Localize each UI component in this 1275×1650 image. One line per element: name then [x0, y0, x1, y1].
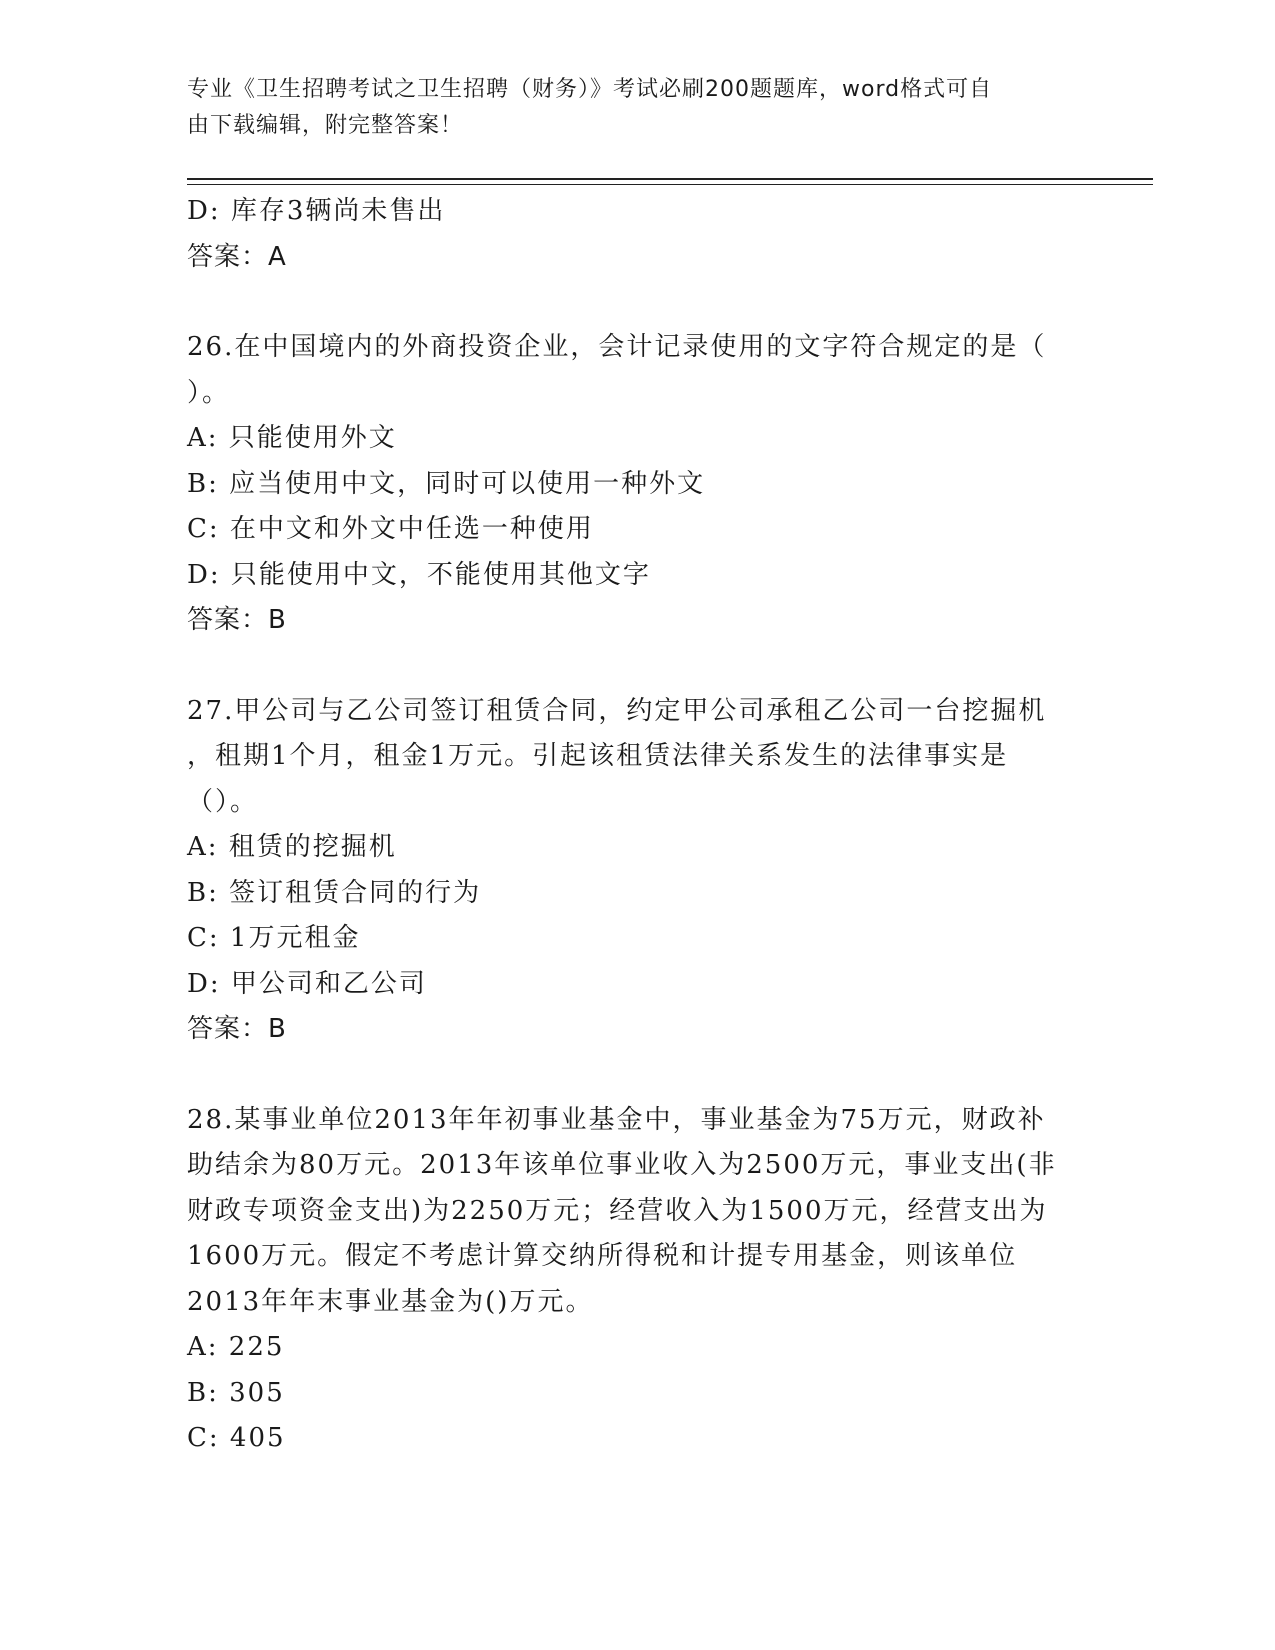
option-c: C: 405 [187, 1423, 286, 1453]
question-27 [187, 689, 1087, 1053]
header-divider [187, 178, 1153, 180]
option-b: B: 应当使用中文，同时可以使用一种外文 [187, 468, 706, 499]
question-stem-line: 助结余为80万元。2013年该单位事业收入为2500万元，事业支出(非 [187, 1150, 1057, 1180]
option-b: B: 305 [187, 1377, 285, 1408]
question-26 [187, 325, 1087, 644]
header-line-2: 由下载编辑，附完整答案！ [187, 113, 464, 138]
question-stem-line: ，租期1个月，租金1万元。引起该租赁法律关系发生的法律事实是 [187, 741, 1009, 771]
document-header [187, 72, 1067, 144]
option-b: B: 签订租赁合同的行为 [187, 877, 482, 908]
option-c: C: 在中文和外文中任选一种使用 [187, 514, 594, 544]
option-c: C: 1万元租金 [187, 923, 361, 953]
question-stem-line: 26.在中国境内的外商投资企业，会计记录使用的文字符合规定的是（ [187, 332, 1047, 362]
option-d: D: 甲公司和乙公司 [187, 968, 427, 999]
option-a: A: 225 [187, 1332, 285, 1362]
question-28 [187, 1098, 1087, 1462]
question-stem-line: 27.甲公司与乙公司签订租赁合同，约定甲公司承租乙公司一台挖掘机 [187, 695, 1047, 726]
question-stem-line: 28.某事业单位2013年年初事业基金中，事业基金为75万元，财政补 [187, 1104, 1046, 1135]
option-a: A: 租赁的挖掘机 [187, 832, 397, 862]
question-stem-line: ）。 [187, 377, 231, 408]
answer-line: 答案：A [187, 241, 287, 272]
question-stem-line: 2013年年末事业基金为()万元。 [187, 1286, 594, 1317]
option-d: D: 只能使用中文，不能使用其他文字 [187, 559, 651, 590]
header-line-1: 专业《卫生招聘考试之卫生招聘（财务）》考试必刷200题题库，word格式可自 [187, 77, 993, 102]
option-a: A: 只能使用外文 [187, 423, 397, 453]
question-stem-line: （）。 [187, 786, 259, 817]
answer-line: 答案：B [187, 1014, 287, 1044]
option-d: D: 库存3辆尚未售出 [187, 196, 446, 226]
header-divider-thin [187, 184, 1153, 185]
question-stem-line: 1600万元。假定不考虑计算交纳所得税和计提专用基金，则该单位 [187, 1241, 1018, 1271]
page-content [187, 189, 1087, 1462]
answer-line: 答案：B [187, 605, 287, 635]
question-stem-line: 财政专项资金支出)为2250万元；经营收入为1500万元，经营支出为 [187, 1195, 1048, 1226]
